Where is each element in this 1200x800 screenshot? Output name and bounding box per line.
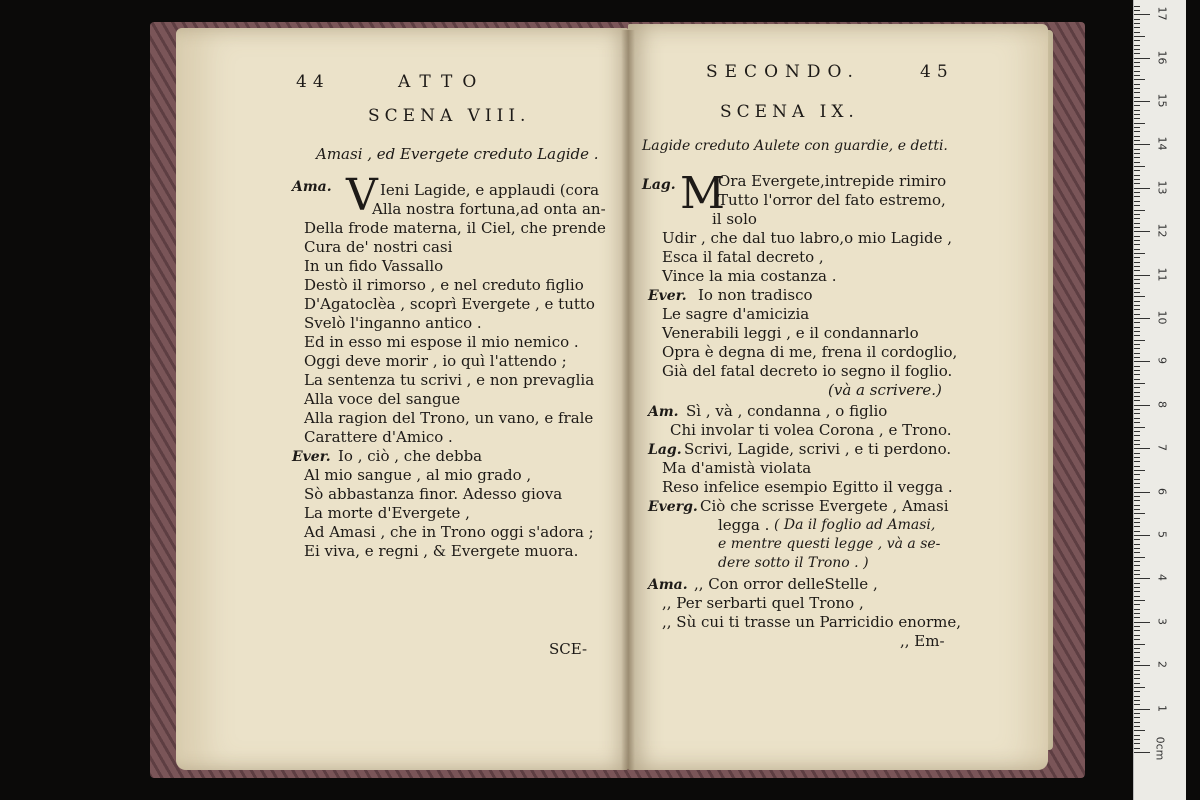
stage-direction-foglio: ( Da il foglio ad Amasi,	[774, 517, 936, 533]
ruler-tick	[1134, 526, 1140, 527]
ruler-tick	[1134, 487, 1140, 488]
ruler-tick	[1134, 301, 1140, 302]
ruler-tick	[1134, 305, 1140, 306]
left-line: La sentenza tu scrivi , e non prevaglia	[304, 371, 595, 389]
ruler-tick	[1134, 513, 1145, 514]
ruler-tick	[1134, 604, 1140, 605]
ruler-tick	[1134, 396, 1140, 397]
stage-direction-foglio: e mentre questi legge , và a se-	[718, 536, 941, 552]
ruler-tick	[1134, 626, 1140, 627]
ruler-tick	[1134, 214, 1140, 215]
ruler-tick	[1134, 170, 1140, 171]
ruler-tick	[1134, 722, 1140, 723]
ruler-tick	[1134, 735, 1140, 736]
ruler-tick	[1134, 283, 1140, 284]
ruler-tick	[1134, 752, 1150, 753]
ruler-tick	[1134, 201, 1140, 202]
ruler-tick	[1134, 27, 1140, 28]
measurement-ruler	[1133, 0, 1186, 800]
book-gutter	[621, 30, 635, 770]
ruler-tick	[1134, 6, 1140, 7]
ruler-tick	[1134, 709, 1150, 710]
ruler-tick	[1134, 518, 1140, 519]
ruler-tick	[1134, 739, 1140, 740]
left-page	[176, 28, 628, 770]
ruler-tick	[1134, 570, 1140, 571]
ruler-tick	[1134, 665, 1150, 666]
ruler-number: 6	[1155, 487, 1169, 495]
right-ever-line: Venerabili leggi , e il condannarlo	[662, 324, 919, 342]
ever-line: Al mio sangue , al mio grado ,	[304, 466, 532, 484]
ruler-tick	[1134, 23, 1140, 24]
left-line: Cura de' nostri casi	[304, 238, 453, 256]
ruler-number: 3	[1155, 617, 1169, 625]
ruler-tick	[1134, 565, 1140, 566]
ruler-tick	[1134, 58, 1150, 59]
ruler-tick	[1134, 379, 1140, 380]
drop-cap-m: M	[680, 168, 726, 219]
ruler-tick	[1134, 448, 1150, 449]
ruler-tick	[1134, 361, 1150, 362]
ruler-tick	[1134, 474, 1140, 475]
ruler-tick	[1134, 45, 1140, 46]
left-running-head: ATTO	[398, 72, 487, 92]
left-line: In un fido Vassallo	[304, 257, 444, 275]
ever-line: Ei viva, e regni , & Evergete muora.	[304, 542, 579, 560]
ruler-tick	[1134, 413, 1140, 414]
ruler-tick	[1134, 322, 1140, 323]
ever-line: La morte d'Evergete ,	[304, 504, 470, 522]
ruler-tick	[1134, 374, 1140, 375]
ruler-tick	[1134, 236, 1140, 237]
left-line: Ed in esso mi espose il mio nemico .	[304, 333, 579, 351]
ruler-tick	[1134, 210, 1145, 211]
speaker-ama: Ama.	[292, 179, 332, 195]
ruler-tick	[1134, 630, 1140, 631]
ruler-tick	[1134, 726, 1140, 727]
ruler-tick	[1134, 600, 1145, 601]
ruler-tick	[1134, 704, 1140, 705]
ruler-tick	[1134, 253, 1145, 254]
left-first-line: Ieni Lagide, e applaudi (cora	[380, 181, 600, 199]
ruler-tick	[1134, 418, 1140, 419]
right-first-line: Ora Evergete,intrepide rimiro	[718, 172, 947, 190]
ruler-tick	[1134, 196, 1140, 197]
ruler-tick	[1134, 144, 1150, 145]
ruler-tick	[1134, 644, 1145, 645]
ruler-number: 13	[1155, 180, 1169, 195]
ruler-tick	[1134, 713, 1140, 714]
ruler-tick	[1134, 157, 1140, 158]
ruler-tick	[1134, 730, 1145, 731]
ruler-tick	[1134, 453, 1140, 454]
ruler-tick	[1134, 101, 1150, 102]
ruler-tick	[1134, 383, 1145, 384]
am-first-line: Sì , và , condanna , o figlio	[686, 402, 888, 420]
left-persons: Amasi , ed Evergete creduto Lagide .	[316, 145, 599, 163]
ruler-tick	[1134, 192, 1140, 193]
lag-line: Reso infelice esempio Egitto il vegga .	[662, 478, 953, 496]
ruler-tick	[1134, 231, 1150, 232]
ruler-tick	[1134, 331, 1140, 332]
ruler-tick	[1134, 240, 1140, 241]
ruler-number: 9	[1155, 357, 1169, 365]
ruler-tick	[1134, 266, 1140, 267]
ama-line: ,, Con orror delleStelle ,	[694, 575, 878, 593]
ruler-tick	[1134, 14, 1150, 15]
ruler-tick	[1134, 127, 1140, 128]
ruler-tick	[1134, 366, 1140, 367]
ruler-number: 1	[1155, 704, 1169, 712]
ruler-tick	[1134, 613, 1140, 614]
speaker-lag: Lag.	[648, 442, 682, 458]
ruler-tick	[1134, 218, 1140, 219]
ruler-tick	[1134, 244, 1140, 245]
ruler-tick	[1134, 153, 1140, 154]
ruler-number: 10	[1155, 310, 1169, 325]
right-running-head: SECONDO.	[706, 62, 860, 82]
ruler-tick	[1134, 149, 1140, 150]
ruler-tick	[1134, 162, 1140, 163]
ruler-tick	[1134, 617, 1140, 618]
ruler-tick	[1134, 387, 1140, 388]
right-ever-first: Io non tradisco	[698, 286, 813, 304]
ruler-tick	[1134, 505, 1140, 506]
ruler-tick	[1134, 357, 1140, 358]
ruler-tick	[1134, 440, 1140, 441]
right-ever-line: Le sagre d'amicizia	[662, 305, 810, 323]
right-page	[628, 24, 1048, 770]
ruler-tick	[1134, 223, 1140, 224]
ruler-tick	[1134, 348, 1140, 349]
speaker-ever: Ever.	[648, 288, 687, 304]
ruler-tick	[1134, 583, 1140, 584]
ruler-tick	[1134, 114, 1140, 115]
ruler-tick	[1134, 288, 1140, 289]
ruler-number: 14	[1155, 136, 1169, 151]
right-catchword: ,, Em-	[900, 632, 945, 650]
right-scene-title: SCENA IX.	[720, 102, 859, 122]
lag-first-line: Scrivi, Lagide, scrivi , e ti perdono.	[684, 440, 952, 458]
ruler-number: 8	[1155, 400, 1169, 408]
ruler-tick	[1134, 392, 1140, 393]
ruler-tick	[1134, 105, 1140, 106]
left-line: Della frode materna, il Ciel, che prende	[304, 219, 606, 237]
ruler-tick	[1134, 561, 1140, 562]
ruler-tick	[1134, 262, 1140, 263]
ruler-tick	[1134, 457, 1140, 458]
ruler-tick	[1134, 427, 1145, 428]
ruler-tick	[1134, 53, 1140, 54]
ruler-tick	[1134, 335, 1140, 336]
ruler-tick	[1134, 340, 1145, 341]
right-page-number: 45	[920, 62, 954, 82]
ruler-tick	[1134, 639, 1140, 640]
ruler-tick	[1134, 648, 1140, 649]
ruler-tick	[1134, 548, 1140, 549]
ruler-tick	[1134, 10, 1140, 11]
left-line: Svelò l'inganno antico .	[304, 314, 482, 332]
speaker-am: Am.	[648, 404, 679, 420]
ruler-tick	[1134, 257, 1140, 258]
right-ever-line: Opra è degna di me, frena il cordoglio,	[662, 343, 958, 361]
ama-line: ,, Per serbarti quel Trono ,	[662, 594, 864, 612]
ruler-number: 5	[1155, 531, 1169, 538]
ruler-tick	[1134, 522, 1140, 523]
ruler-number: 4	[1155, 574, 1169, 582]
left-line: Alla ragion del Trono, un vano, e frale	[304, 409, 594, 427]
ruler-tick	[1134, 249, 1140, 250]
ruler-tick	[1134, 509, 1140, 510]
ruler-tick	[1134, 75, 1140, 76]
ruler-tick	[1134, 205, 1140, 206]
ruler-tick	[1134, 92, 1140, 93]
ruler-tick	[1134, 110, 1140, 111]
ruler-tick	[1134, 118, 1140, 119]
ruler-tick	[1134, 179, 1140, 180]
ruler-tick	[1134, 166, 1145, 167]
am-line: Chi involar ti volea Corona , e Trono.	[670, 421, 952, 439]
ruler-tick	[1134, 500, 1140, 501]
ruler-tick	[1134, 492, 1150, 493]
ruler-tick	[1134, 175, 1140, 176]
ruler-tick	[1134, 36, 1145, 37]
left-line: Oggi deve morir , io quì l'attendo ;	[304, 352, 567, 370]
ruler-tick	[1134, 314, 1140, 315]
ruler-number: 16	[1155, 50, 1169, 65]
left-scene-title: SCENA VIII.	[368, 106, 531, 126]
ruler-number: 2	[1155, 661, 1169, 669]
ruler-tick	[1134, 62, 1140, 63]
ruler-tick	[1134, 444, 1140, 445]
ruler-tick	[1134, 466, 1140, 467]
speaker-ever: Ever.	[292, 449, 331, 465]
ever-first-line: Io , ciò , che debba	[338, 447, 483, 465]
ruler-tick	[1134, 140, 1140, 141]
ruler-tick	[1134, 49, 1140, 50]
left-line: D'Agatoclèa , scoprì Evergete , e tutto	[304, 295, 595, 313]
right-line: il solo	[712, 210, 757, 228]
ruler-tick	[1134, 66, 1140, 67]
ruler-tick	[1134, 431, 1140, 432]
ruler-tick	[1134, 674, 1140, 675]
speaker-everg: Everg.	[648, 499, 698, 515]
ruler-number: 17	[1155, 6, 1169, 21]
ruler-tick	[1134, 652, 1140, 653]
ruler-tick	[1134, 123, 1145, 124]
ruler-tick	[1134, 71, 1140, 72]
ruler-tick	[1134, 296, 1145, 297]
ruler-tick	[1134, 183, 1140, 184]
ruler-tick	[1134, 535, 1150, 536]
ruler-tick	[1134, 552, 1140, 553]
drop-cap-v: V	[346, 170, 378, 221]
ruler-tick	[1134, 435, 1140, 436]
ruler-tick	[1134, 40, 1140, 41]
ruler-unit-label: 0cm	[1153, 736, 1167, 761]
right-line: Vince la mia costanza .	[662, 267, 837, 285]
ruler-tick	[1134, 131, 1140, 132]
ruler-tick	[1134, 691, 1140, 692]
ruler-tick	[1134, 309, 1140, 310]
ruler-tick	[1134, 578, 1150, 579]
ruler-tick	[1134, 539, 1140, 540]
ruler-tick	[1134, 400, 1140, 401]
ruler-tick	[1134, 279, 1140, 280]
ruler-tick	[1134, 544, 1140, 545]
left-line: Destò il rimorso , e nel creduto figlio	[304, 276, 584, 294]
ruler-tick	[1134, 327, 1140, 328]
ruler-tick	[1134, 531, 1140, 532]
ruler-tick	[1134, 136, 1140, 137]
right-line: Esca il fatal decreto ,	[662, 248, 824, 266]
left-catchword: SCE-	[549, 640, 588, 658]
ruler-tick	[1134, 661, 1140, 662]
ruler-tick	[1134, 292, 1140, 293]
ruler-number: 15	[1155, 93, 1169, 108]
ruler-tick	[1134, 270, 1140, 271]
ruler-tick	[1134, 700, 1140, 701]
ruler-tick	[1134, 622, 1150, 623]
ruler-tick	[1134, 32, 1140, 33]
ruler-tick	[1134, 496, 1140, 497]
ruler-tick	[1134, 353, 1140, 354]
left-line: Carattere d'Amico .	[304, 428, 453, 446]
ruler-tick	[1134, 318, 1150, 319]
ruler-tick	[1134, 557, 1145, 558]
ruler-tick	[1134, 587, 1140, 588]
ruler-tick	[1134, 409, 1140, 410]
ruler-tick	[1134, 748, 1140, 749]
ruler-number: 11	[1155, 267, 1169, 282]
left-page-number: 44	[296, 72, 330, 92]
ruler-tick	[1134, 657, 1140, 658]
ruler-tick	[1134, 405, 1150, 406]
ruler-tick	[1134, 683, 1140, 684]
stage-direction-scrivere: (và a scrivere.)	[828, 381, 942, 399]
ruler-tick	[1134, 596, 1140, 597]
right-line: Tutto l'orror del fato estremo,	[718, 191, 946, 209]
left-line: Alla nostra fortuna,ad onta an-	[372, 200, 606, 218]
ever-line: Sò abbastanza finor. Adesso giova	[304, 485, 563, 503]
everg-second-line: legga .	[718, 516, 770, 534]
ama-line: ,, Sù cui ti trasse un Parricidio enorme,	[662, 613, 962, 631]
ruler-tick	[1134, 84, 1140, 85]
right-persons: Lagide creduto Aulete con guardie, e detti.	[642, 138, 948, 154]
ruler-tick	[1134, 479, 1140, 480]
ruler-tick	[1134, 678, 1140, 679]
ruler-tick	[1134, 97, 1140, 98]
ruler-number: 12	[1155, 223, 1169, 238]
stage-direction-foglio: dere sotto il Trono . )	[718, 555, 869, 571]
ruler-tick	[1134, 19, 1140, 20]
ruler-tick	[1134, 88, 1140, 89]
ruler-tick	[1134, 79, 1145, 80]
ruler-tick	[1134, 483, 1140, 484]
ruler-tick	[1134, 635, 1140, 636]
speaker-lag: Lag.	[642, 177, 676, 193]
ruler-tick	[1134, 609, 1140, 610]
ruler-tick	[1134, 687, 1145, 688]
left-line: Alla voce del sangue	[304, 390, 461, 408]
lag-line: Ma d'amistà violata	[662, 459, 812, 477]
ruler-tick	[1134, 574, 1140, 575]
ruler-number: 7	[1155, 444, 1169, 452]
ruler-tick	[1134, 344, 1140, 345]
ever-line: Ad Amasi , che in Trono oggi s'adora ;	[304, 523, 594, 541]
ruler-tick	[1134, 670, 1140, 671]
ruler-tick	[1134, 275, 1150, 276]
ruler-tick	[1134, 461, 1140, 462]
ruler-tick	[1134, 470, 1145, 471]
everg-first-line: Ciò che scrisse Evergete , Amasi	[700, 497, 949, 515]
ruler-tick	[1134, 227, 1140, 228]
ruler-tick	[1134, 591, 1140, 592]
ruler-tick	[1134, 422, 1140, 423]
ruler-tick	[1134, 717, 1140, 718]
ruler-tick	[1134, 696, 1140, 697]
ruler-tick	[1134, 370, 1140, 371]
right-line: Udir , che dal tuo labro,o mio Lagide ,	[662, 229, 953, 247]
ruler-tick	[1134, 743, 1140, 744]
speaker-ama: Ama.	[648, 577, 688, 593]
ruler-tick	[1134, 188, 1150, 189]
right-ever-line: Già del fatal decreto io segno il foglio.	[662, 362, 953, 380]
